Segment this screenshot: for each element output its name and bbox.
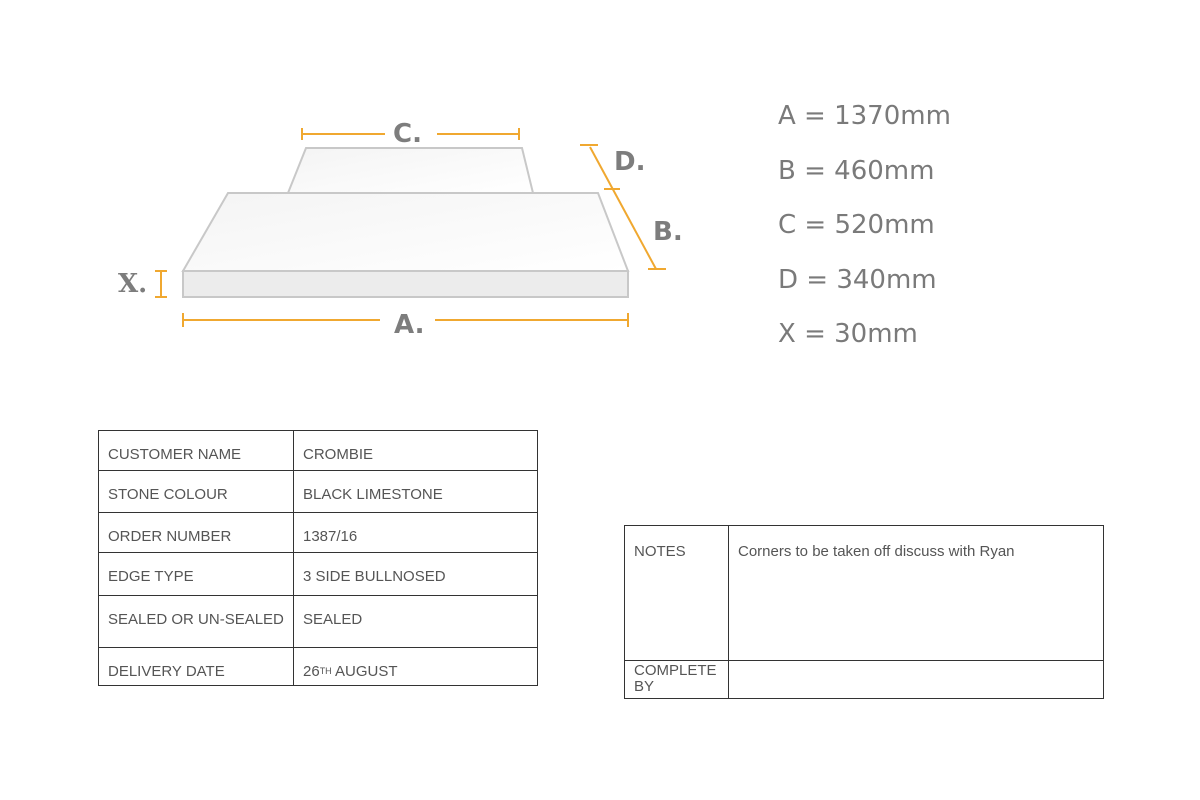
- order-details-table: [98, 430, 538, 686]
- dimension-label-b: B.: [653, 217, 683, 247]
- table-row: [625, 526, 1104, 661]
- measurement-c: C = 520mm: [778, 210, 935, 240]
- delivery-date-label: DELIVERY DATE: [99, 648, 294, 686]
- sealed-label: SEALED OR UN-SEALED: [99, 596, 294, 648]
- complete-by-value: [729, 661, 1104, 699]
- slab-front-edge: [183, 271, 628, 297]
- measurement-b: B = 460mm: [778, 155, 935, 186]
- delivery-day-suffix: TH: [319, 666, 332, 676]
- table-row: [99, 431, 538, 471]
- notes-table: [624, 525, 1104, 699]
- order-number-label: ORDER NUMBER: [99, 513, 294, 553]
- customer-name-value: CROMBIE: [294, 431, 538, 471]
- measurement-d: D = 340mm: [778, 264, 937, 295]
- dimension-label-a: A.: [394, 310, 425, 340]
- notes-text: Corners to be taken off discuss with Ryan: [729, 526, 1104, 661]
- edge-type-label: EDGE TYPE: [99, 553, 294, 596]
- dimension-label-x: X.: [118, 269, 148, 299]
- dimension-x: [155, 271, 167, 297]
- table-row: [99, 553, 538, 596]
- slab-top-face: [183, 193, 628, 271]
- slab-upper-face: [288, 148, 533, 193]
- order-number-value: 1387/16: [294, 513, 538, 553]
- dimension-label-c: C.: [393, 119, 422, 149]
- delivery-month: AUGUST: [331, 663, 398, 680]
- table-row: [99, 513, 538, 553]
- notes-label: NOTES: [625, 526, 729, 661]
- table-row: [99, 648, 538, 686]
- table-row: [625, 661, 1104, 699]
- delivery-day: 26: [303, 663, 320, 680]
- dimension-label-d: D.: [614, 147, 646, 177]
- sealed-value: SEALED: [294, 596, 538, 648]
- complete-by-label: COMPLETE BY: [625, 661, 729, 699]
- table-row: [99, 471, 538, 513]
- table-row: [99, 596, 538, 648]
- measurement-x: X = 30mm: [778, 319, 918, 349]
- stone-colour-label: STONE COLOUR: [99, 471, 294, 513]
- delivery-date-value: [294, 648, 538, 686]
- customer-name-label: CUSTOMER NAME: [99, 431, 294, 471]
- edge-type-value: 3 SIDE BULLNOSED: [294, 553, 538, 596]
- stone-colour-value: BLACK LIMESTONE: [294, 471, 538, 513]
- measurement-list: [778, 96, 951, 369]
- measurement-a: A = 1370mm: [778, 101, 951, 131]
